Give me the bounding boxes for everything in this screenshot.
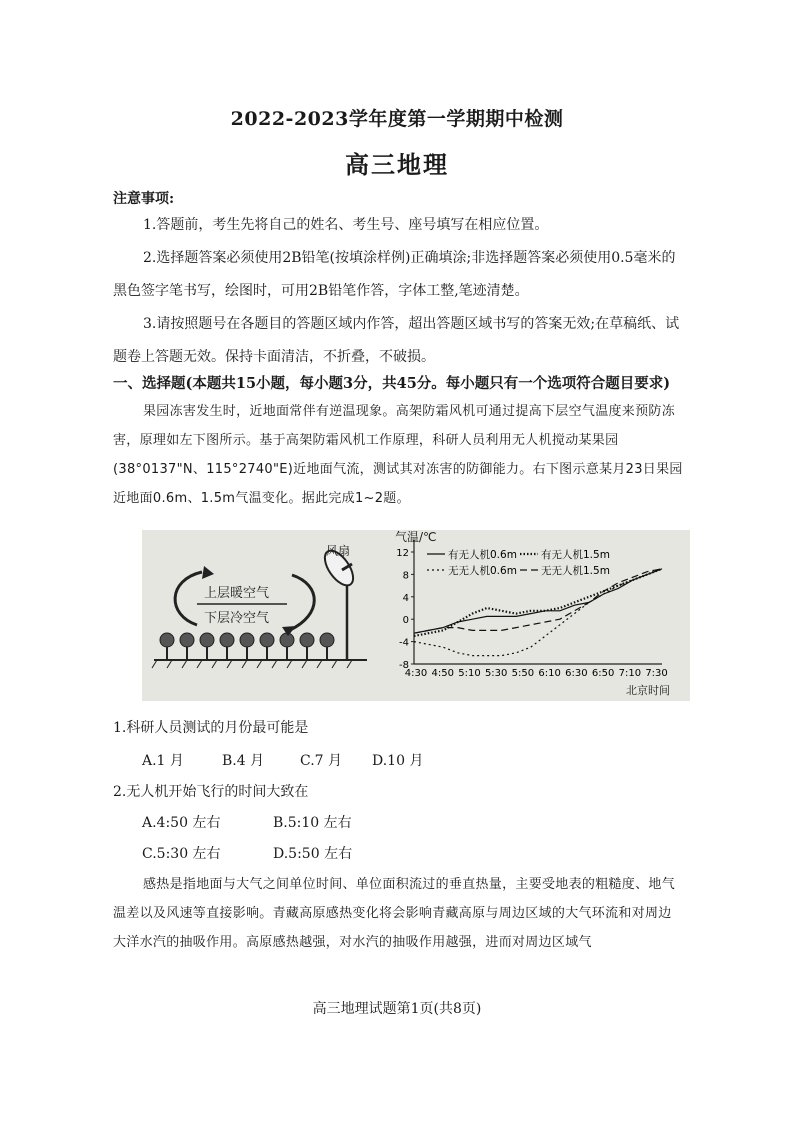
q2-option-d[interactable]: D.5:50 左右 (273, 846, 353, 862)
note-item-1: 1.答题前，考生先将自己的姓名、考生号、座号填写在相应位置。 (143, 217, 549, 233)
y-tick-label: 4 (402, 592, 409, 604)
x-tick-label: 5:10 (458, 668, 481, 679)
legend-label: 无无人机0.6m (448, 565, 517, 577)
note-item-2: 2.选择题答案必须使用2B铅笔(按填涂样例)正确填涂;非选择题答案必须使用0.5毫米的黑色签字笔书写，绘图时，可用2B铅笔作答，字体工整,笔迹清楚。 (113, 250, 676, 299)
q2-option-a[interactable]: A.4:50 左右 (142, 815, 221, 831)
orchard-trees-icon (160, 633, 334, 660)
x-tick-label: 7:10 (618, 668, 642, 679)
x-tick-label: 4:30 (404, 668, 428, 679)
q1-option-d[interactable]: D.10 月 (372, 753, 424, 769)
question-2-stem: 2.无人机开始飞行的时间大致在 (113, 784, 309, 800)
section-heading: 一、选择题(本题共15小题，每小题3分，共45分。每小题只有一个选项符合题目要求) (113, 375, 671, 392)
x-tick-label: 6:50 (591, 668, 615, 679)
x-tick-label: 4:50 (431, 668, 454, 679)
legend-label: 有无人机0.6m (448, 549, 517, 561)
y-tick-label: 0 (402, 615, 409, 627)
q2-option-b[interactable]: B.5:10 左右 (273, 815, 352, 831)
exam-title: 2022-2023学年度第一学期期中检测 (230, 108, 564, 130)
x-tick-label: 5:50 (511, 668, 535, 679)
y-tick-label: -4 (399, 637, 409, 649)
x-tick-label: 6:30 (565, 668, 588, 679)
reading-passage-2: 感热是指地面与大气之间单位时间、单位面积流过的垂直热量，主要受地表的粗糙度、地气温差以及风速等直接影响。青藏高原感热变化将会影响青藏高原与周边区域的大气环流和对周边大洋水汽的抽吸作用。高原感热越强，对水汽的抽吸作用越强，进而对周边区域气 (113, 877, 676, 950)
figure-panel (142, 530, 690, 701)
x-tick-label: 6:10 (538, 668, 561, 679)
q1-option-b[interactable]: B.4 月 (222, 753, 265, 769)
notes-heading: 注意事项: (113, 191, 175, 207)
x-tick-label: 5:30 (484, 668, 508, 679)
chart-xlabel: 北京时间 (626, 684, 670, 697)
y-tick-label: -8 (399, 660, 409, 671)
question-1-stem: 1.科研人员测试的月份最可能是 (113, 720, 309, 736)
upper-air-label: 上层暖空气 (204, 586, 270, 601)
q1-option-c[interactable]: C.7 月 (300, 753, 343, 769)
page-footer: 高三地理试题第1页(共8页) (312, 1001, 482, 1017)
q1-option-a[interactable]: A.1 月 (142, 753, 184, 769)
subject-title: 高三地理 (345, 150, 449, 179)
y-tick-label: 8 (402, 570, 409, 582)
q2-option-c[interactable]: C.5:30 左右 (142, 846, 221, 862)
note-item-3: 3.请按照题号在各题目的答题区域内作答，超出答题区域书写的答案无效;在草稿纸、试题卷上答题无效。保持卡面清洁，不折叠，不破损。 (113, 316, 680, 365)
y-tick-label: 12 (396, 548, 409, 559)
reading-passage-1: 果园冻害发生时，近地面常伴有逆温现象。高架防霜风机可通过提高下层空气温度来预防冻害，原理如左下图所示。基于高架防霜风机工作原理，科研人员利用无人机搅动某果园(38°0137"N、115°2740"E)近地面气流，测试其对冻害的防御能力。右下图示意某月23日果园近地面0.6m、1.5m气温变化。据此完成1~2题。 (113, 404, 683, 506)
legend-label: 有无人机1.5m (541, 549, 610, 561)
chart-ylabel: 气温/℃ (395, 530, 437, 544)
legend-label: 无无人机1.5m (541, 565, 610, 577)
fan-label: 风扇 (326, 544, 351, 558)
x-tick-label: 7:30 (645, 668, 668, 679)
lower-air-label: 下层冷空气 (204, 611, 270, 626)
